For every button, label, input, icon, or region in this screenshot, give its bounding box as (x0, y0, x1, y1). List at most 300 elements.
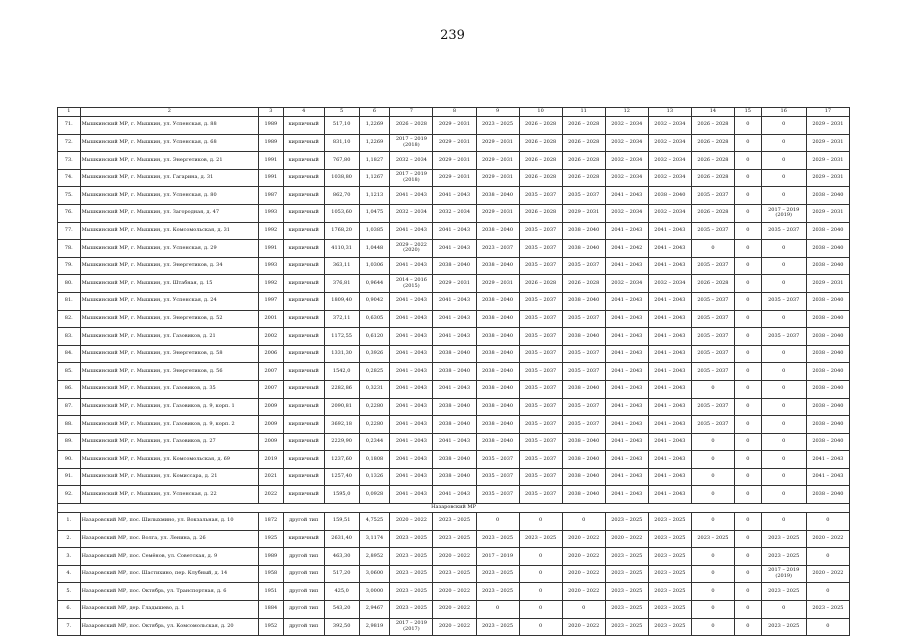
table-cell: Назаровский МР, пос. Октябрь, ул. Комсомольская, д. 20 (80, 618, 259, 636)
table-cell: кирпичный (283, 310, 324, 328)
table-cell: 2041 – 2043 (390, 222, 433, 240)
table-cell: 2023 – 2025 (433, 530, 476, 548)
table-cell: 2029 – 2031 (476, 134, 519, 152)
table-cell: 2041 – 2043 (605, 292, 648, 310)
table-cell: 2006 (259, 345, 284, 363)
table-cell: 0 (806, 513, 849, 531)
table-cell: 2041 – 2043 (605, 345, 648, 363)
table-cell: 2020 – 2022 (433, 583, 476, 601)
table-cell: 2023 – 2025 (648, 583, 691, 601)
table-cell: 2029 – 2031 (806, 169, 849, 187)
table-cell: 2041 – 2043 (648, 292, 691, 310)
table-cell: 1,0448 (359, 240, 390, 258)
table-row (58, 380, 850, 398)
table-cell: 2035 – 2037 (519, 468, 562, 486)
table-cell: 2020 – 2022 (562, 530, 605, 548)
table-cell: 2041 – 2043 (390, 468, 433, 486)
table-cell: 0 (519, 601, 562, 619)
table-cell: 0 (761, 117, 806, 135)
table-cell: 2041 – 2043 (605, 328, 648, 346)
table-cell: 92. (58, 486, 81, 504)
table-cell: 2038 – 2040 (806, 187, 849, 205)
table-cell: 2035 – 2037 (761, 292, 806, 310)
table-cell: 2023 – 2037 (476, 240, 519, 258)
table-cell: 2020 – 2022 (806, 530, 849, 548)
table-cell: 0 (761, 398, 806, 416)
table-cell: 2041 – 2043 (390, 187, 433, 205)
table-row (58, 240, 850, 258)
table-cell: 0 (562, 513, 605, 531)
table-cell: 2023 – 2025 (605, 548, 648, 566)
table-cell: 1768,20 (324, 222, 359, 240)
table-cell: 2041 – 2043 (390, 380, 433, 398)
table-cell: 1. (58, 513, 81, 531)
table-cell: 2038 – 2040 (476, 380, 519, 398)
table-cell: 2023 – 2025 (648, 618, 691, 636)
table-cell: 2038 – 2040 (476, 187, 519, 205)
section-header-row (58, 504, 850, 513)
table-cell: Мышкинский МР, г. Мышкин, ул. Комсомольская, д. 69 (80, 451, 259, 469)
table-cell: 10 (519, 108, 562, 117)
table-cell: 2023 – 2025 (476, 618, 519, 636)
table-cell: 2035 – 2037 (519, 240, 562, 258)
table-cell: 2041 – 2043 (648, 240, 691, 258)
table-cell: 2038 – 2040 (562, 486, 605, 504)
table-row (58, 187, 850, 205)
table-cell: 84. (58, 345, 81, 363)
table-cell: Мышкинский МР, г. Мышкин, ул. Гагарина, д. 31 (80, 169, 259, 187)
table-cell: 0,1326 (359, 468, 390, 486)
table-cell: 2035 – 2037 (761, 328, 806, 346)
table-cell: Мышкинский МР, г. Мышкин, ул. Комиссара, д. 21 (80, 468, 259, 486)
table-cell: 2035 – 2037 (519, 345, 562, 363)
table-cell: Мышкинский МР, г. Мышкин, ул. Газовиков, д. 21 (80, 328, 259, 346)
table-cell: 1993 (259, 257, 284, 275)
table-cell: 2038 – 2040 (562, 468, 605, 486)
table-cell: 0 (734, 380, 761, 398)
table-cell: 0 (691, 565, 734, 583)
table-cell: 0 (734, 583, 761, 601)
table-cell: другой тип (283, 513, 324, 531)
table-cell: 0 (761, 187, 806, 205)
table-cell: 2038 – 2040 (433, 363, 476, 381)
table-cell: 2041 – 2043 (433, 222, 476, 240)
table-cell: 87. (58, 398, 81, 416)
table-cell: 2026 – 2028 (519, 169, 562, 187)
table-cell: 2035 – 2037 (519, 486, 562, 504)
table-cell: 3692,18 (324, 416, 359, 434)
table-cell: 0,9644 (359, 275, 390, 293)
table-cell: 1172,55 (324, 328, 359, 346)
table-cell: 2041 – 2043 (806, 451, 849, 469)
table-cell: 2035 – 2037 (519, 310, 562, 328)
table-row (58, 292, 850, 310)
table-cell: 5. (58, 583, 81, 601)
table-cell: 2035 – 2037 (691, 363, 734, 381)
table-cell: 2032 – 2034 (390, 152, 433, 170)
table-cell: 1992 (259, 275, 284, 293)
table-cell: 2035 – 2037 (476, 468, 519, 486)
table-cell: 2041 – 2043 (390, 398, 433, 416)
table-cell: 1989 (259, 548, 284, 566)
table-cell: 1991 (259, 169, 284, 187)
table-cell: 2026 – 2028 (562, 275, 605, 293)
table-cell: 2029 – 2031 (476, 275, 519, 293)
table-cell: 2023 – 2025 (476, 583, 519, 601)
table-cell: 2038 – 2040 (476, 292, 519, 310)
table-cell: 2023 – 2025 (433, 513, 476, 531)
table-cell: 2020 – 2022 (433, 601, 476, 619)
table-cell: 2035 – 2037 (562, 187, 605, 205)
table-cell: 2023 – 2025 (648, 548, 691, 566)
table-cell: 2041 – 2043 (605, 433, 648, 451)
table-cell: 2. (58, 530, 81, 548)
table-cell: 2041 – 2043 (648, 486, 691, 504)
table-cell: 2038 – 2040 (806, 363, 849, 381)
table-cell: 0 (691, 240, 734, 258)
table-cell: 2023 – 2025 (648, 601, 691, 619)
table-cell: 2041 – 2043 (605, 416, 648, 434)
table-cell: 2035 – 2037 (519, 380, 562, 398)
table-cell: 0,2280 (359, 398, 390, 416)
table-cell: 2023 – 2025 (761, 530, 806, 548)
table-cell: 0 (761, 345, 806, 363)
table-cell: 2038 – 2040 (433, 451, 476, 469)
table-cell: 0 (734, 513, 761, 531)
table-cell: кирпичный (283, 345, 324, 363)
table-cell: кирпичный (283, 275, 324, 293)
table-cell: 2023 – 2025 (433, 565, 476, 583)
table-cell: 2038 – 2040 (476, 310, 519, 328)
table-cell: 0 (734, 204, 761, 222)
table-cell: 91. (58, 468, 81, 486)
table-cell: кирпичный (283, 416, 324, 434)
table-cell: 0 (761, 310, 806, 328)
table-cell: 2002 (259, 328, 284, 346)
table-cell: 0 (806, 548, 849, 566)
table-cell: 0 (761, 601, 806, 619)
table-cell: кирпичный (283, 222, 324, 240)
table-cell: 3,0000 (359, 583, 390, 601)
table-cell: 2021 (259, 468, 284, 486)
table-cell: 2023 – 2025 (390, 530, 433, 548)
table-cell: 0 (761, 433, 806, 451)
table-cell: 2017 – 2019 (2017) (390, 618, 433, 636)
table-cell: 767,80 (324, 152, 359, 170)
table-cell: 2023 – 2025 (605, 583, 648, 601)
table-cell: 0 (734, 292, 761, 310)
table-cell: 0,2825 (359, 363, 390, 381)
table-cell: 2041 – 2043 (433, 328, 476, 346)
table-cell: 1989 (259, 134, 284, 152)
table-cell: 2029 – 2031 (806, 275, 849, 293)
table-cell: 2038 – 2040 (476, 345, 519, 363)
table-cell: кирпичный (283, 204, 324, 222)
table-cell: Мышкинский МР, г. Мышкин, ул. Успенская, д. 68 (80, 134, 259, 152)
table-cell: 2035 – 2037 (562, 257, 605, 275)
table-cell: 2017 – 2019 (2018) (390, 169, 433, 187)
table-cell: Мышкинский МР, г. Мышкин, ул. Энергетиков, д. 21 (80, 152, 259, 170)
table-cell: 2020 – 2022 (806, 565, 849, 583)
table-cell: 0 (734, 486, 761, 504)
table-row (58, 345, 850, 363)
table-cell: 2041 – 2043 (648, 398, 691, 416)
table-cell: 0 (519, 513, 562, 531)
table-cell: 2041 – 2043 (605, 486, 648, 504)
table-row (58, 117, 850, 135)
table-cell: 2035 – 2037 (562, 310, 605, 328)
table-cell: 2029 – 2031 (433, 169, 476, 187)
table-cell: 2041 – 2043 (433, 240, 476, 258)
table-cell: 0 (691, 486, 734, 504)
table-cell: 2020 – 2022 (433, 548, 476, 566)
table-cell: 6. (58, 601, 81, 619)
table-cell: 2041 – 2043 (648, 222, 691, 240)
table-cell: Мышкинский МР, г. Мышкин, ул. Загородная, д. 47 (80, 204, 259, 222)
table-row (58, 169, 850, 187)
table-cell: 2023 – 2025 (605, 618, 648, 636)
table-row (58, 310, 850, 328)
table-cell: 2032 – 2034 (648, 204, 691, 222)
table-cell: 2014 – 2016 (2015) (390, 275, 433, 293)
table-cell: кирпичный (283, 451, 324, 469)
table-cell: 2009 (259, 398, 284, 416)
table-cell: 2007 (259, 380, 284, 398)
table-row (58, 530, 850, 548)
table-cell: 1884 (259, 601, 284, 619)
table-row (58, 618, 850, 636)
table-cell: 2038 – 2040 (806, 328, 849, 346)
table-cell: 2041 – 2043 (648, 380, 691, 398)
table-cell: 2023 – 2025 (648, 565, 691, 583)
table-cell: другой тип (283, 548, 324, 566)
table-cell: 2041 – 2043 (433, 292, 476, 310)
table-cell: 2026 – 2028 (519, 275, 562, 293)
table-cell: Мышкинский МР, г. Мышкин, ул. Успенская, д. 29 (80, 240, 259, 258)
table-cell: Мышкинский МР, г. Мышкин, ул. Газовиков, д. 9, корп. 1 (80, 398, 259, 416)
table-cell: 1 (58, 108, 81, 117)
table-cell: 2020 – 2022 (562, 583, 605, 601)
table-cell: 15 (734, 108, 761, 117)
table-cell: 2038 – 2040 (476, 257, 519, 275)
table-cell: 2035 – 2037 (562, 363, 605, 381)
table-cell: 2038 – 2040 (562, 451, 605, 469)
table-cell: 2041 – 2043 (390, 310, 433, 328)
table-row (58, 275, 850, 293)
table-cell: 13 (648, 108, 691, 117)
table-cell: 2038 – 2040 (476, 328, 519, 346)
table-cell: 0,2280 (359, 416, 390, 434)
table-row (58, 416, 850, 434)
table-cell: 16 (761, 108, 806, 117)
table-cell: 2029 – 2031 (476, 204, 519, 222)
table-cell: 2026 – 2028 (691, 275, 734, 293)
table-cell: 2029 – 2031 (806, 152, 849, 170)
table-cell: Мышкинский МР, г. Мышкин, ул. Успенская, д. 88 (80, 117, 259, 135)
table-row (58, 433, 850, 451)
table-cell: 1992 (259, 222, 284, 240)
table-cell: 86. (58, 380, 81, 398)
table-cell: 2020 – 2022 (562, 565, 605, 583)
table-cell: 831,10 (324, 134, 359, 152)
table-cell: Мышкинский МР, г. Мышкин, ул. Газовиков, д. 27 (80, 433, 259, 451)
table-cell: 0 (734, 618, 761, 636)
table-cell: 75. (58, 187, 81, 205)
table-cell: 2017 – 2019 (476, 548, 519, 566)
table-row (58, 363, 850, 381)
table-cell: 1,1267 (359, 169, 390, 187)
table-cell: 0 (806, 583, 849, 601)
table-cell: 0 (734, 222, 761, 240)
table-cell: 2041 – 2043 (648, 345, 691, 363)
table-cell: 9 (476, 108, 519, 117)
table-cell: 2035 – 2037 (562, 416, 605, 434)
table-cell: 1872 (259, 513, 284, 531)
table-cell: 2035 – 2037 (519, 398, 562, 416)
table-cell: 2029 – 2031 (476, 169, 519, 187)
table-cell: другой тип (283, 583, 324, 601)
table-cell: 2038 – 2040 (806, 257, 849, 275)
table-cell: кирпичный (283, 169, 324, 187)
table-cell: 0 (691, 468, 734, 486)
table-cell: 0 (734, 169, 761, 187)
table-cell: 1951 (259, 583, 284, 601)
table-cell: 2038 – 2040 (433, 468, 476, 486)
table-cell: 0 (734, 240, 761, 258)
table-cell: 0 (734, 530, 761, 548)
table-cell: 1,1827 (359, 152, 390, 170)
table-cell: 0,0928 (359, 486, 390, 504)
table-cell: 0 (519, 618, 562, 636)
table-cell: 0 (734, 416, 761, 434)
table-cell: 2026 – 2028 (562, 117, 605, 135)
table-cell: 0,6120 (359, 328, 390, 346)
table-cell: 2009 (259, 416, 284, 434)
table-cell: кирпичный (283, 398, 324, 416)
table-cell: 0 (734, 275, 761, 293)
table-cell: 0 (761, 451, 806, 469)
table-cell: 2038 – 2040 (476, 363, 519, 381)
table-cell: 2035 – 2037 (761, 222, 806, 240)
table-cell: 0 (761, 152, 806, 170)
table-cell: 2035 – 2037 (519, 187, 562, 205)
table-cell: 0 (734, 548, 761, 566)
table-cell: 2007 (259, 363, 284, 381)
table-cell: 2032 – 2034 (648, 169, 691, 187)
table-cell: 2041 – 2043 (806, 468, 849, 486)
table-cell: 2 (80, 108, 259, 117)
table-cell: Назаровский МР, пос. Семёнов, ул. Советская, д. 9 (80, 548, 259, 566)
table-cell: 2023 – 2025 (390, 548, 433, 566)
table-cell: 0 (691, 451, 734, 469)
table-cell: 2041 – 2043 (390, 363, 433, 381)
table-cell: 2032 – 2034 (605, 134, 648, 152)
table-cell: 2038 – 2040 (806, 310, 849, 328)
table-cell: 0 (734, 433, 761, 451)
table-cell: 2020 – 2022 (562, 618, 605, 636)
table-cell: 2029 – 2031 (433, 117, 476, 135)
table-cell: 463,30 (324, 548, 359, 566)
table-cell: 0 (734, 363, 761, 381)
table-row (58, 451, 850, 469)
table-cell: 2041 – 2043 (648, 416, 691, 434)
table-row (58, 486, 850, 504)
table-cell: 2041 – 2043 (433, 486, 476, 504)
table-cell: 2035 – 2037 (691, 257, 734, 275)
table-cell: другой тип (283, 565, 324, 583)
table-cell: 1237,60 (324, 451, 359, 469)
table-cell: 80. (58, 275, 81, 293)
table-cell: 2038 – 2040 (806, 398, 849, 416)
table-cell: 2032 – 2034 (648, 117, 691, 135)
table-cell: 2023 – 2025 (390, 583, 433, 601)
table-cell: Мышкинский МР, г. Мышкин, ул. Успенская, д. 24 (80, 292, 259, 310)
table-cell: 2032 – 2034 (605, 275, 648, 293)
table-cell: 0 (761, 275, 806, 293)
table-header-row (58, 108, 850, 117)
table-cell: 2035 – 2037 (519, 451, 562, 469)
table-cell: 0 (519, 548, 562, 566)
table-cell: 4 (283, 108, 324, 117)
table-row (58, 583, 850, 601)
table-cell: 0 (761, 240, 806, 258)
table-cell: 2023 – 2025 (605, 513, 648, 531)
page-number: 239 (440, 28, 465, 43)
table-cell: 0 (734, 152, 761, 170)
table-cell: 2017 – 2019 (2019) (761, 204, 806, 222)
table-cell: 0 (734, 565, 761, 583)
table-cell: Назаровский МР, пос. Шастихино, пер. Клубный, д. 14 (80, 565, 259, 583)
table-cell: 376,81 (324, 275, 359, 293)
table-cell: 2032 – 2034 (605, 117, 648, 135)
table-cell: 2035 – 2037 (519, 328, 562, 346)
table-cell: 2032 – 2034 (648, 152, 691, 170)
table-cell: 2023 – 2025 (605, 565, 648, 583)
table-cell: 2023 – 2025 (691, 530, 734, 548)
table-cell: 14 (691, 108, 734, 117)
table-cell: 0 (734, 117, 761, 135)
table-cell: 0,1808 (359, 451, 390, 469)
table-cell: 2038 – 2040 (562, 433, 605, 451)
table-cell: 2038 – 2040 (476, 416, 519, 434)
table-cell: 2017 – 2019 (2019) (761, 565, 806, 583)
table-cell: 2041 – 2043 (390, 345, 433, 363)
table-cell: 2038 – 2040 (806, 240, 849, 258)
table-cell: 2041 – 2043 (390, 257, 433, 275)
table-cell: 1991 (259, 240, 284, 258)
table-cell: 2038 – 2040 (433, 345, 476, 363)
table-cell: 2029 – 2031 (476, 152, 519, 170)
table-cell: 2041 – 2043 (648, 257, 691, 275)
table-cell: 2038 – 2040 (562, 240, 605, 258)
table-cell: 2035 – 2037 (691, 292, 734, 310)
table-cell: 2035 – 2037 (476, 486, 519, 504)
table-cell: 2026 – 2028 (691, 134, 734, 152)
table-cell: 6 (359, 108, 390, 117)
table-cell: 2032 – 2034 (390, 204, 433, 222)
table-cell: Мышкинский МР, г. Мышкин, ул. Успенская, д. 80 (80, 187, 259, 205)
table-cell: 2041 – 2043 (433, 433, 476, 451)
table-cell: 2035 – 2037 (519, 292, 562, 310)
table-row (58, 152, 850, 170)
table-cell: 1595,0 (324, 486, 359, 504)
table-cell: 2035 – 2037 (691, 345, 734, 363)
table-cell: 2023 – 2025 (761, 618, 806, 636)
table-cell: кирпичный (283, 292, 324, 310)
table-cell: 73. (58, 152, 81, 170)
table-row (58, 222, 850, 240)
table-cell: 0,6305 (359, 310, 390, 328)
